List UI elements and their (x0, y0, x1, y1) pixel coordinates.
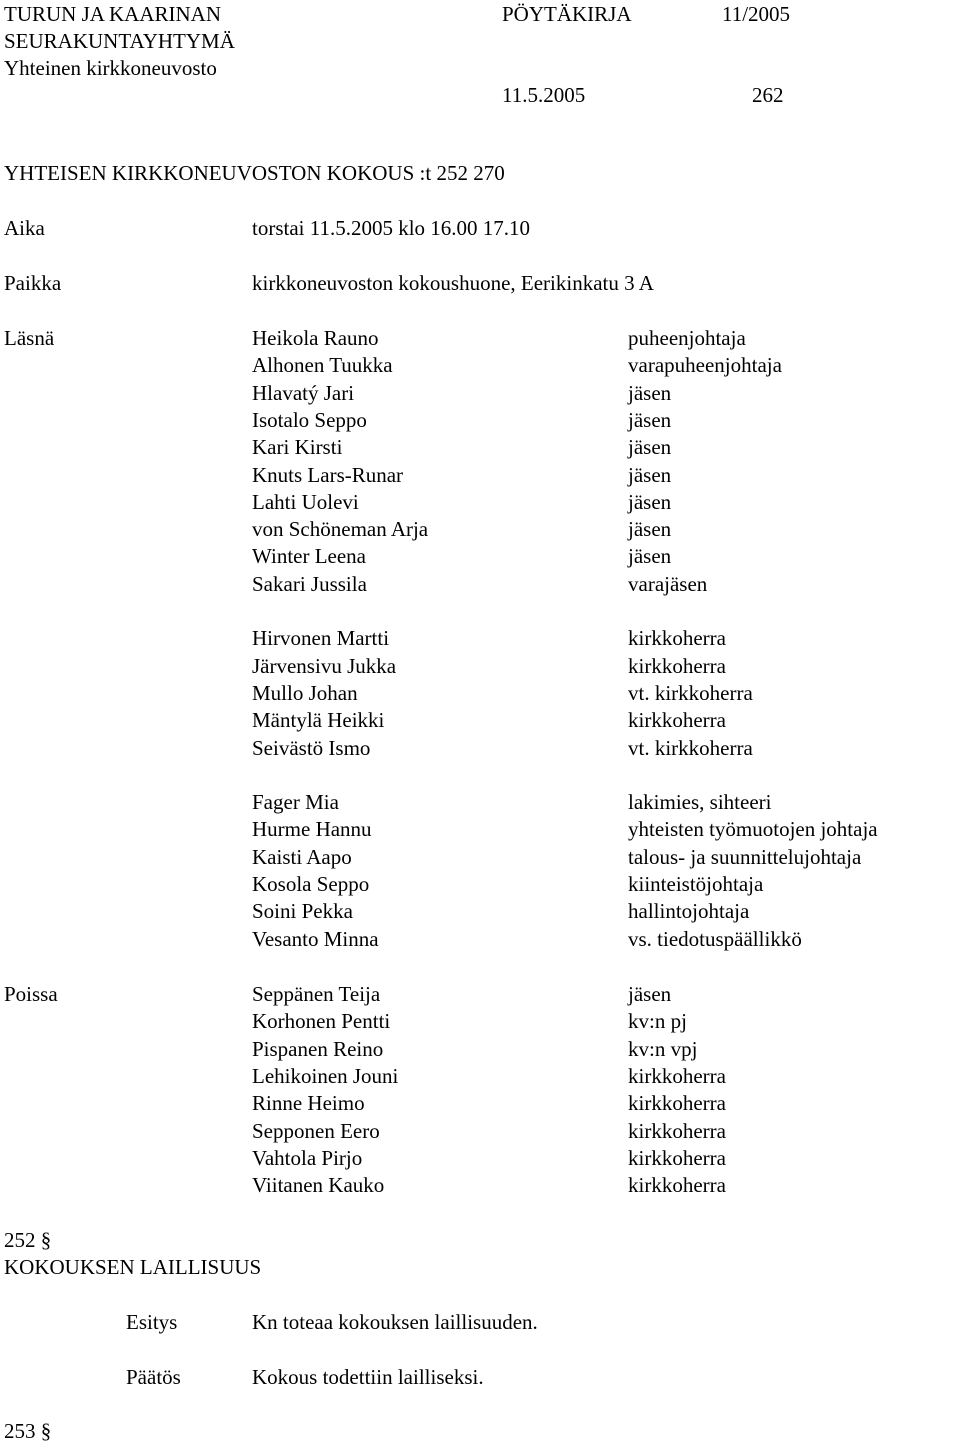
doc-number: 11/2005 (722, 2, 791, 26)
paikka-value: kirkkoneuvoston kokoushuone, Eerikinkatu 3 A (252, 271, 654, 295)
member-name: Winter Leena (252, 544, 367, 569)
paikka-label: Paikka (4, 271, 62, 295)
member-role: jäsen (628, 435, 672, 460)
member-role: varajäsen (628, 571, 708, 596)
member-name: Pispanen Reino (252, 1036, 384, 1061)
member-role: kv:n vpj (628, 1036, 698, 1061)
section-symbol: § (40, 1228, 52, 1252)
member-name: Lahti Uolevi (252, 489, 359, 514)
member-name: Isotalo Seppo (252, 407, 367, 432)
member-role: jäsen (628, 462, 672, 487)
meeting-title: YHTEISEN KIRKKONEUVOSTON KOKOUS :t 252 270 (4, 161, 505, 185)
member-role: jäsen (628, 380, 672, 405)
esitys-label: Esitys (126, 1310, 178, 1334)
member-name: Seppänen Teija (252, 982, 381, 1006)
section-252-heading (4, 1227, 51, 1254)
member-name: Kosola Seppo (252, 872, 370, 896)
member-name: Vesanto Minna (252, 926, 379, 951)
member-name: Mäntylä Heikki (252, 708, 385, 733)
member-role: kirkkoherra (628, 1145, 726, 1170)
member-role: hallintojohtaja (628, 899, 750, 924)
aika-value: torstai 11.5.2005 klo 16.00 17.10 (252, 216, 531, 240)
member-name: Sakari Jussila (252, 571, 367, 596)
member-role: lakimies, sihteeri (628, 790, 772, 815)
member-role: jäsen (628, 407, 672, 432)
member-name: Vahtola Pirjo (252, 1145, 363, 1170)
member-role: jäsen (628, 489, 672, 514)
paatos-text: Kokous todettiin lailliseksi. (252, 1365, 484, 1389)
member-role: varapuheenjohtaja (628, 353, 782, 378)
member-name: Hurme Hannu (252, 817, 372, 842)
member-name: Lehikoinen Jouni (252, 1063, 399, 1088)
paatos-label: Päätös (126, 1365, 181, 1389)
member-name: Hirvonen Martti (252, 626, 390, 651)
member-role: yhteisten työmuotojen johtaja (628, 817, 878, 842)
member-role: talous- ja suunnittelujohtaja (628, 844, 862, 869)
member-name: Hlavatý Jari (252, 380, 355, 405)
lasna-label: Läsnä (4, 326, 55, 350)
member-role: kirkkoherra (628, 1118, 726, 1143)
member-role: vt. kirkkoherra (628, 680, 753, 705)
org-name-line3: Yhteinen kirkkoneuvosto (4, 56, 217, 80)
org-name-line2: SEURAKUNTAYHTYMÄ (4, 29, 235, 53)
member-role: puheenjohtaja (628, 326, 746, 350)
member-name: Sepponen Eero (252, 1118, 380, 1143)
section-252-number: 252 (4, 1228, 36, 1252)
member-name: Heikola Rauno (252, 326, 379, 350)
member-role: kirkkoherra (628, 1063, 726, 1088)
member-role: kirkkoherra (628, 626, 726, 651)
member-role: vs. tiedotuspäällikkö (628, 926, 802, 951)
section-253-number: 253 (4, 1419, 36, 1443)
member-name: Alhonen Tuukka (252, 353, 393, 378)
member-role: vt. kirkkoherra (628, 735, 753, 760)
poissa-label: Poissa (4, 982, 58, 1006)
esitys-text: Kn toteaa kokouksen laillisuuden. (252, 1310, 538, 1334)
member-name: Knuts Lars-Runar (252, 462, 404, 487)
aika-label: Aika (4, 216, 45, 240)
page-number: 262 (752, 83, 784, 107)
member-role: kv:n pj (628, 1009, 687, 1034)
section-252-title: KOKOUKSEN LAILLISUUS (4, 1255, 262, 1279)
member-name: Järvensivu Jukka (252, 653, 397, 678)
member-role: kirkkoherra (628, 1173, 726, 1198)
member-name: Soini Pekka (252, 899, 353, 924)
member-name: Kari Kirsti (252, 435, 343, 460)
member-role: jäsen (628, 517, 672, 542)
member-role: jäsen (628, 982, 672, 1006)
member-role: jäsen (628, 544, 672, 569)
section-253-heading (4, 1418, 51, 1445)
member-name: von Schöneman Arja (252, 517, 429, 542)
member-name: Seivästö Ismo (252, 735, 371, 760)
section-symbol: § (40, 1419, 52, 1443)
member-role: kiinteistöjohtaja (628, 872, 764, 896)
member-name: Korhonen Pentti (252, 1009, 391, 1034)
member-name: Rinne Heimo (252, 1091, 365, 1116)
member-role: kirkkoherra (628, 1091, 726, 1116)
doc-type: PÖYTÄKIRJA (502, 2, 632, 26)
member-name: Viitanen Kauko (252, 1173, 385, 1198)
member-role: kirkkoherra (628, 653, 726, 678)
member-name: Fager Mia (252, 790, 339, 815)
doc-date: 11.5.2005 (502, 83, 586, 107)
member-role: kirkkoherra (628, 708, 726, 733)
member-name: Mullo Johan (252, 680, 358, 705)
org-name-line1: TURUN JA KAARINAN (4, 2, 222, 26)
member-name: Kaisti Aapo (252, 844, 352, 869)
